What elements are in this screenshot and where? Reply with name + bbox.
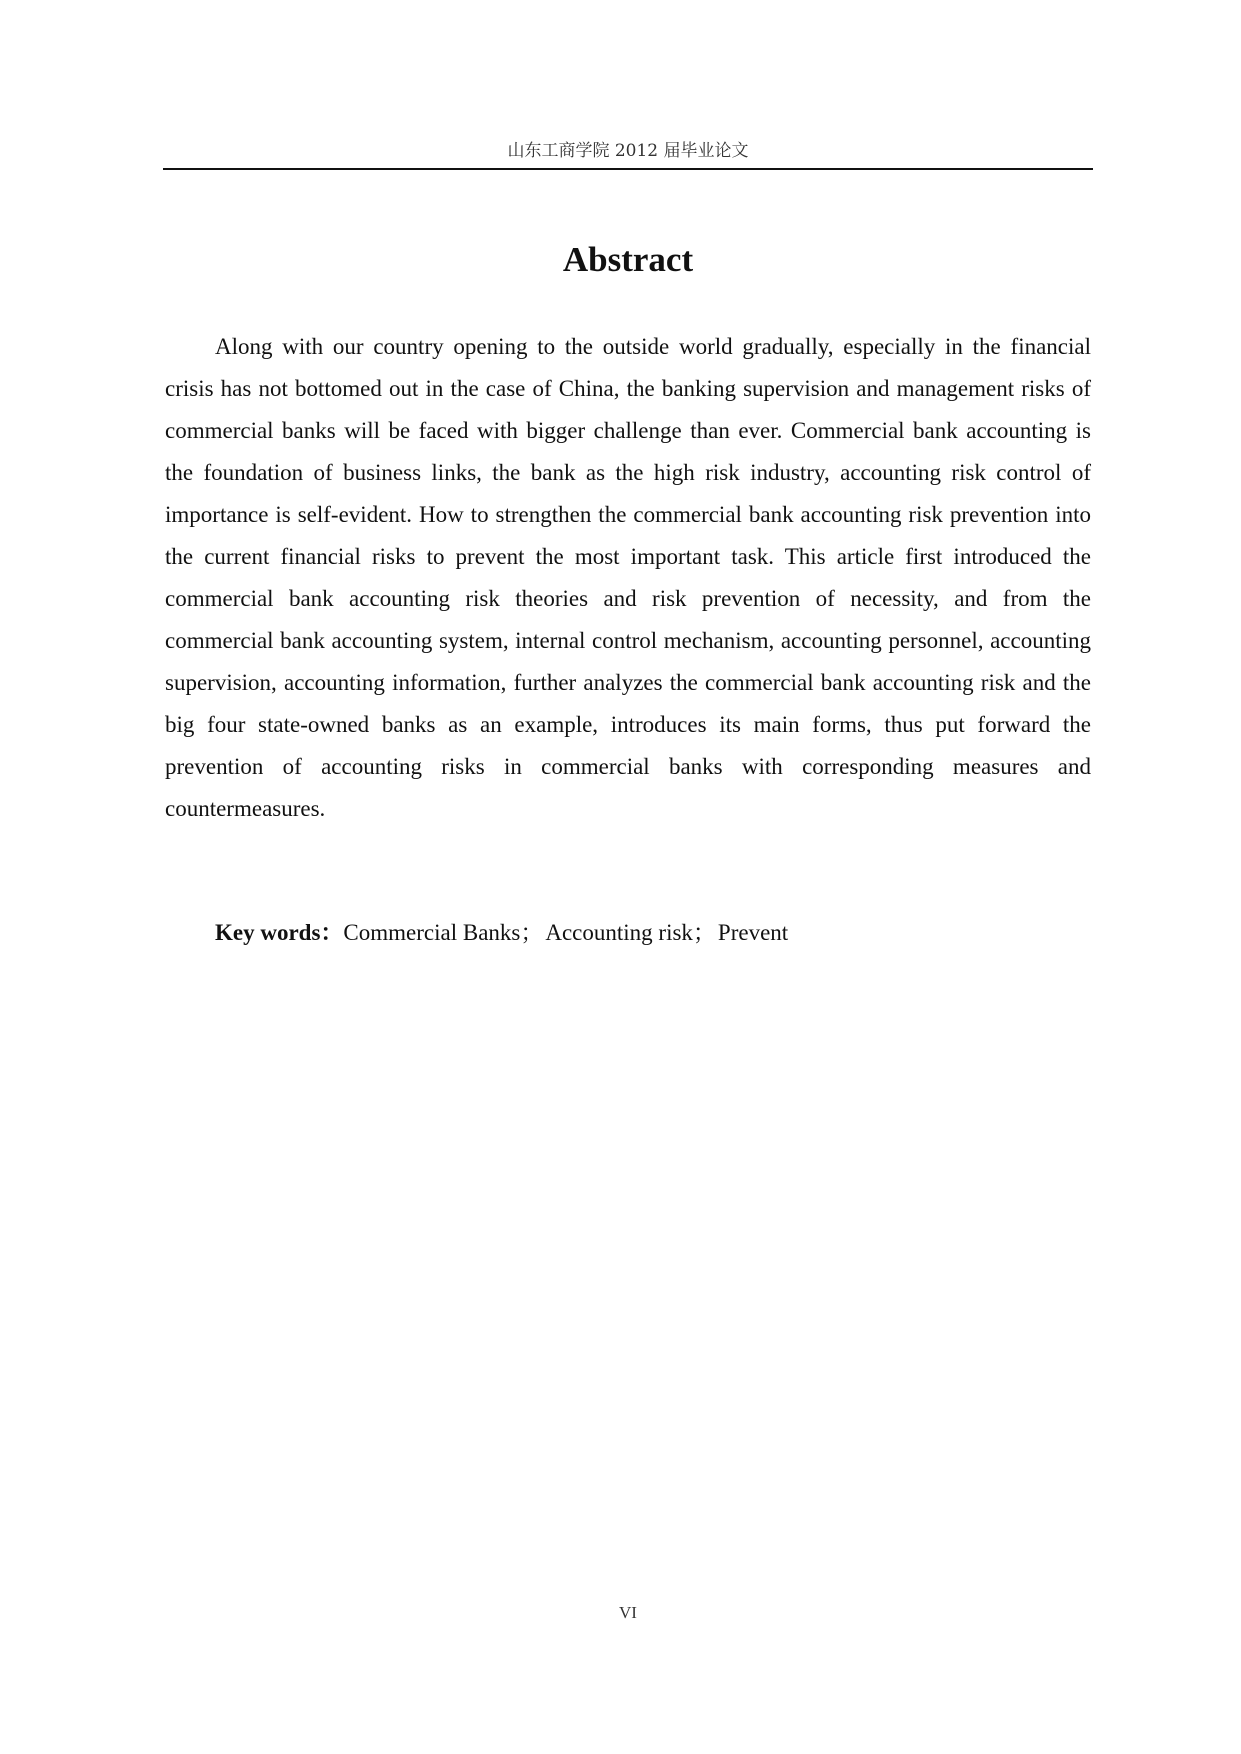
header-rule xyxy=(163,168,1093,170)
abstract-paragraph: Along with our country opening to the outside world gradually, especially in the financial crisis has not bottomed out in the case of China, the banking supervision and management risks of commercial banks will be faced with bigger challenge than ever. Commercial bank accounting is the foundation of business links, the bank as the high risk industry, accounting risk control of importance is self-evident. How to strengthen the commercial bank accounting risk prevention into the current financial risks to prevent the most important task. This article first introduced the commercial bank accounting risk theories and risk prevention of necessity, and from the commercial bank accounting system, internal control mechanism, accounting personnel, accounting supervision, accounting information, further analyzes the commercial bank accounting risk and the big four state-owned banks as an example, introduces its main forms, thus put forward the prevention of accounting risks in commercial banks with corresponding measures and countermeasures. xyxy=(165,334,1091,821)
keywords-label: Key words： xyxy=(215,920,344,945)
keyword-item: Prevent xyxy=(717,920,789,945)
page-number: VI xyxy=(619,1603,637,1622)
page-header: 山东工商学院 2012 届毕业论文 xyxy=(507,141,749,161)
page-title: Abstract xyxy=(562,240,694,279)
keyword-item: Commercial Banks； xyxy=(343,920,544,945)
keywords-line xyxy=(215,912,1091,954)
keyword-item: Accounting risk； xyxy=(545,920,716,945)
